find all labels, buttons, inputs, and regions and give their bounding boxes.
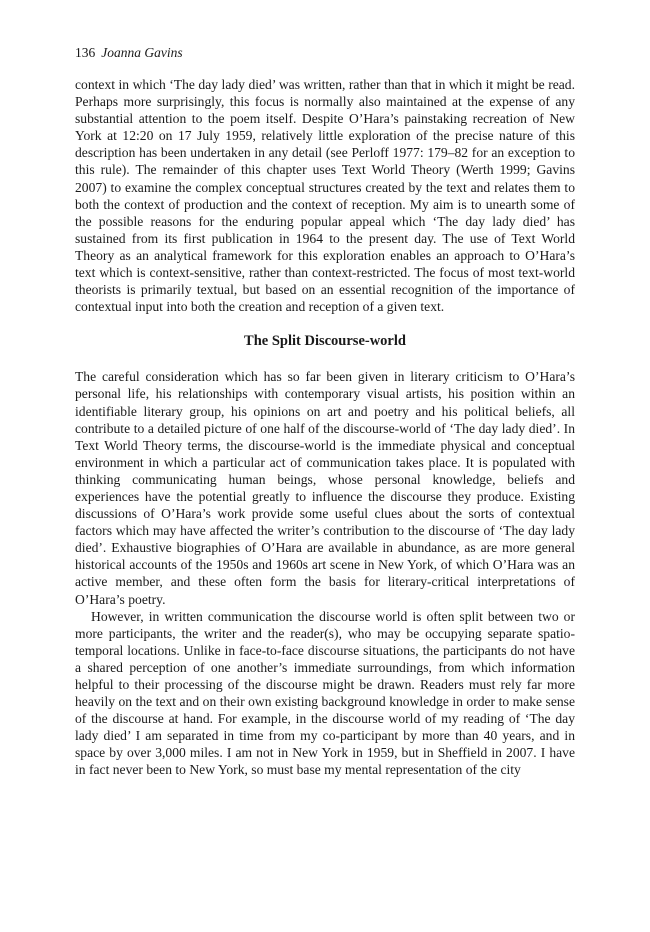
page-number: 136 bbox=[75, 45, 96, 60]
book-page bbox=[75, 44, 575, 779]
body-paragraph-1: context in which ‘The day lady died’ was written, rather than that in which it might be read. Perhaps more surprisingly, this focus is normally also maintained at the expense of any substantial attention to the poem itself. Despite O’Hara’s painstaking recreation of New York at 12:20 on 17 July 1959, relatively little exploration of the precise nature of this description has been undertaken in any detail (see Perloff 1977: 179–82 for an exception to this rule). The remainder of this chapter uses Text World Theory (Werth 1999; Gavins 2007) to examine the complex conceptual structures created by the text and relates them to both the context of production and the context of reception. My aim is to unearth some of the possible reasons for the enduring popular appeal which ‘The day lady died’ has sustained from its first publication in 1964 to the present day. The use of Text World Theory as an analytical framework for this exploration enables an approach to O’Hara’s text which is context-sensitive, rather than context-restricted. The focus of most text-world theorists is primarily textual, but based on an essential recognition of the importance of contextual input into both the creation and reception of a given text. bbox=[75, 77, 575, 315]
running-head-author: Joanna Gavins bbox=[101, 45, 183, 60]
body-paragraph-2: The careful consideration which has so far been given in literary criticism to O’Hara’s personal life, his relationships with contemporary visual artists, his position within an identifiable literary group, his opinions on art and poetry and his political beliefs, all contribute to a detailed picture of one half of the discourse-world of ‘The day lady died’. In Text World Theory terms, the discourse-world is the immediate physical and conceptual environment in which a particular act of communication takes place. It is populated with thinking communicating human beings, whose personal knowledge, beliefs and experiences have the potential greatly to influence the discourse they produce. Existing discussions of O’Hara’s work provide some useful clues about the sorts of contextual factors which may have affected the writer’s contribution to the discourse of ‘The day lady died’. Exhaustive biographies of O’Hara are available in abundance, as are more general historical accounts of the 1950s and 1960s art scene in New York, of which O’Hara was an active member, and these often form the basis for literary-critical interpretations of O’Hara’s poetry. bbox=[75, 369, 575, 607]
section-heading: The Split Discourse-world bbox=[244, 333, 406, 350]
running-head bbox=[75, 44, 575, 62]
body-paragraph-3: However, in written communication the discourse world is often split between two or more participants, the writer and the reader(s), who may be occupying separate spatio-temporal locations. Unlike in face-to-face discourse situations, the participants do not have a shared perception of one another’s immediate surroundings, from which information helpful to their processing of the discourse might be drawn. Readers must rely far more heavily on the text and on their own existing background knowledge in order to make sense of the discourse at hand. For example, in the discourse world of my reading of ‘The day lady died’ I am separated in time from my co-participant by more than 40 years, and in space by over 3,000 miles. I am not in New York in 1959, but in Sheffield in 2007. I have in fact never been to New York, so must base my mental representation of the city bbox=[75, 608, 575, 778]
